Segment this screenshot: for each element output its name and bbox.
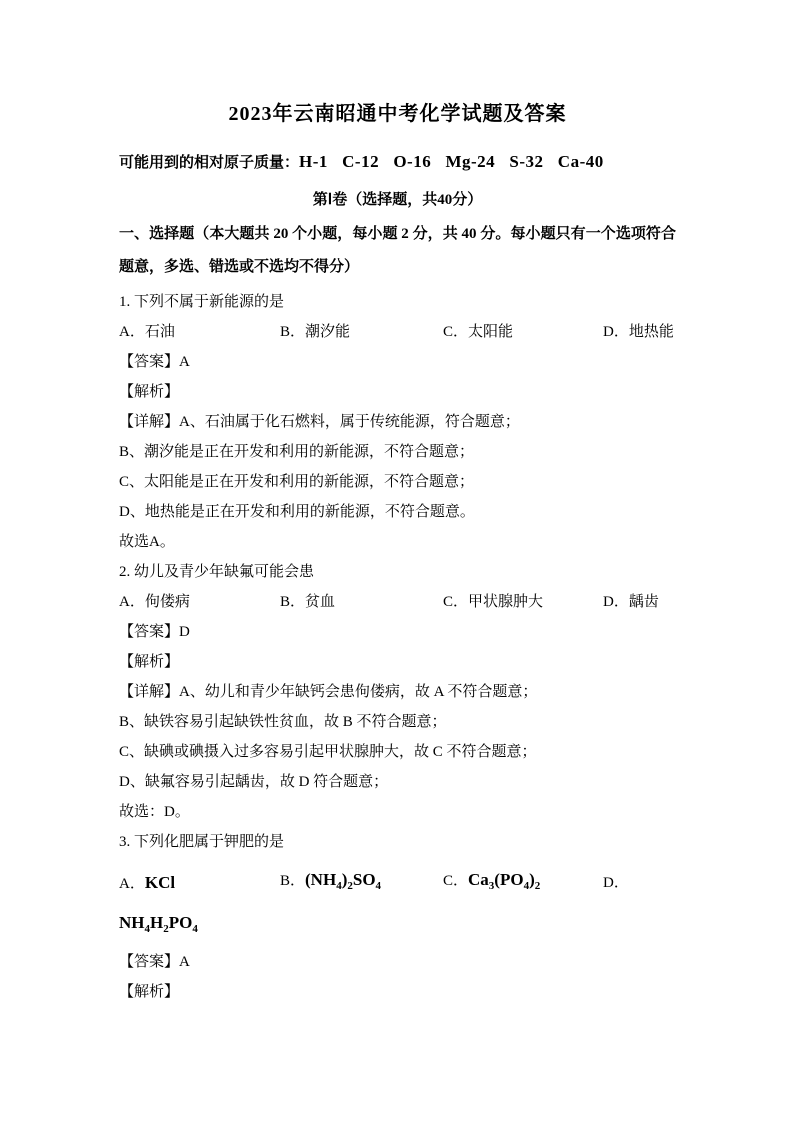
formula-text: Ca — [468, 870, 489, 889]
section-instructions: 一、选择题（本大题共 20 个小题，每小题 2 分，共 40 分。每小题只有一个选项符合题意，多选、错选或不选均不得分） — [119, 226, 676, 275]
document-title: 2023年云南昭通中考化学试题及答案 — [228, 103, 567, 125]
option-label: A． — [119, 875, 145, 892]
formula-subscript: 4 — [336, 880, 342, 892]
formula-text: ) — [341, 870, 348, 889]
formula-subscript: 2 — [347, 880, 353, 892]
question-1-stem: 1. 下列不属于新能源的是 — [119, 294, 285, 310]
question-3-stem: 3. 下列化肥属于钾肥的是 — [119, 834, 285, 850]
question-2-option-c: C．甲状腺肿大 — [443, 594, 544, 610]
formula-subscript: 4 — [144, 923, 150, 935]
question-3-option-d-formula — [119, 905, 676, 947]
question-1-option-b: B．潮汐能 — [280, 324, 351, 340]
atomic-masses-values: H-1 C-12 O-16 Mg-24 S-32 Ca-40 — [299, 152, 604, 171]
question-2-detail-line: D、缺氟容易引起龋齿，故 D 符合题意； — [119, 774, 389, 790]
question-1-option-c: C．太阳能 — [443, 324, 514, 340]
question-2 — [119, 557, 676, 827]
question-1-detail-line: D、地热能是正在开发和利用的新能源，不符合题意。 — [119, 504, 475, 520]
formula-subscript: 4 — [192, 923, 198, 935]
option-label: D． — [603, 875, 629, 891]
question-2-detail-line: 【详解】A、幼儿和青少年缺钙会患佝偻病，故 A 不符合题意； — [119, 684, 538, 700]
question-2-option-b: B．贫血 — [280, 594, 336, 610]
question-2-detail-line: C、缺碘或碘摄入过多容易引起甲状腺肿大，故 C 不符合题意； — [119, 744, 537, 760]
question-3-option-d — [603, 866, 676, 900]
formula-text: (PO — [494, 870, 524, 889]
question-2-analysis-label: 【解析】 — [119, 654, 180, 670]
question-3-option-b — [280, 863, 443, 903]
question-2-stem: 2. 幼儿及青少年缺氟可能会患 — [119, 564, 315, 580]
chemical-formula — [468, 870, 541, 892]
question-3-option-c — [443, 863, 603, 903]
formula-text: ) — [529, 870, 535, 889]
question-1-conclusion: 故选A。 — [119, 534, 175, 550]
formula-subscript: 3 — [488, 880, 495, 892]
chemical-formula — [305, 870, 382, 892]
formula-text: (NH — [305, 870, 337, 889]
question-1 — [119, 287, 676, 557]
question-3 — [119, 827, 676, 1007]
chemical-formula — [145, 873, 175, 892]
option-label: C． — [443, 873, 469, 889]
question-2-option-d: D．龋齿 — [603, 594, 659, 610]
formula-text: H — [150, 913, 164, 932]
formula-subscript: 4 — [523, 880, 530, 892]
question-2-options — [119, 587, 676, 617]
question-2-conclusion: 故选：D。 — [119, 804, 190, 820]
question-1-detail-line: 【详解】A、石油属于化石燃料，属于传统能源，符合题意； — [119, 414, 520, 430]
question-2-answer: 【答案】D — [119, 624, 190, 640]
section-title: 第Ⅰ卷（选择题，共40分） — [312, 192, 483, 208]
question-3-option-a — [119, 866, 280, 901]
formula-subscript: 2 — [163, 923, 169, 935]
question-1-answer: 【答案】A — [119, 354, 190, 370]
question-1-options — [119, 317, 676, 347]
question-1-analysis-label: 【解析】 — [119, 384, 180, 400]
question-2-detail-line: B、缺铁容易引起缺铁性贫血，故 B 不符合题意； — [119, 714, 447, 730]
formula-text: KCl — [144, 872, 176, 892]
question-1-detail-line: C、太阳能是正在开发和利用的新能源，不符合题意； — [119, 474, 475, 490]
formula-subscript: 2 — [534, 880, 541, 892]
question-3-answer: 【答案】A — [119, 954, 190, 970]
question-3-analysis-label: 【解析】 — [119, 984, 180, 1000]
option-label: B． — [280, 873, 306, 889]
formula-text: SO — [352, 870, 376, 889]
question-1-option-d: D．地热能 — [603, 324, 674, 340]
question-2-option-a: A．佝偻病 — [119, 594, 190, 610]
question-3-options — [119, 857, 676, 905]
atomic-masses-label: 可能用到的相对原子质量： — [119, 155, 300, 171]
formula-text: PO — [168, 913, 193, 932]
formula-subscript: 4 — [375, 880, 382, 892]
atomic-masses-line — [119, 146, 676, 179]
formula-text: NH — [119, 913, 145, 932]
question-1-option-a: A．石油 — [119, 324, 175, 340]
question-1-detail-line: B、潮汐能是正在开发和利用的新能源，不符合题意； — [119, 444, 475, 460]
